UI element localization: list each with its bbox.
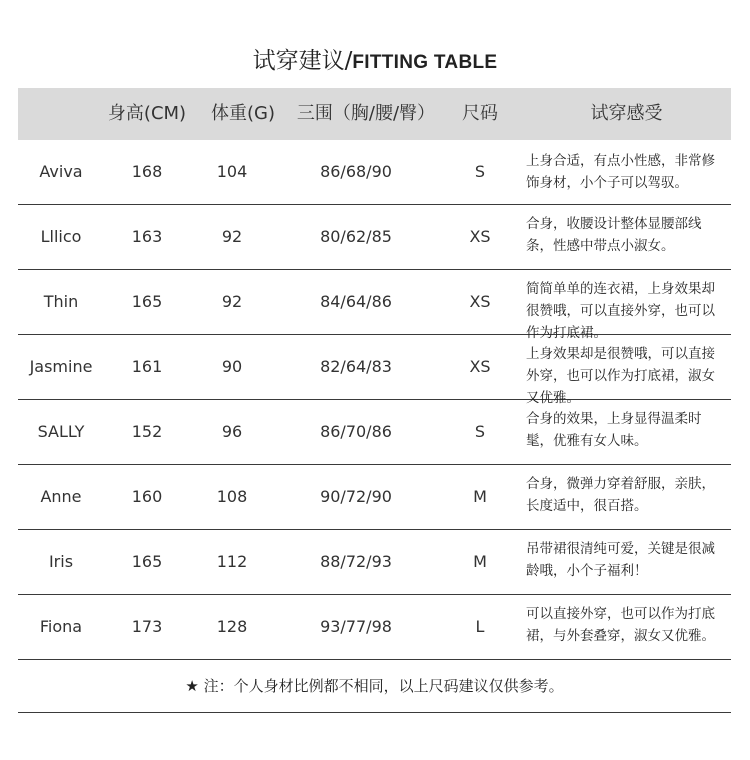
cell-size: M xyxy=(473,487,487,506)
cell-feedback: 吊带裙很清纯可爱，关键是很减龄哦，小个子福利！ xyxy=(526,541,715,579)
page-title xyxy=(0,44,750,80)
cell-name: Thin xyxy=(43,292,79,311)
cell-height: 152 xyxy=(131,422,163,441)
cell-measurements: 84/64/86 xyxy=(320,292,392,311)
cell-weight: 92 xyxy=(221,227,243,246)
table-row xyxy=(18,465,731,530)
cell-measurements: 86/68/90 xyxy=(320,162,392,181)
cell-feedback: 简简单单的连衣裙，上身效果却很赞哦，可以直接外穿，也可以作为打底裙。 xyxy=(526,281,715,341)
cell-size: S xyxy=(474,162,486,181)
cell-feedback: 合身的效果，上身显得温柔时髦，优雅有女人味。 xyxy=(526,411,702,449)
title-cn: 试穿建议/ xyxy=(252,48,353,74)
table-row xyxy=(18,400,731,465)
cell-height: 165 xyxy=(131,292,163,311)
header-measurements: 三围（胸/腰/臀） xyxy=(296,103,436,124)
cell-weight: 112 xyxy=(216,552,248,571)
header-height: 身高(CM) xyxy=(107,103,187,124)
cell-size: XS xyxy=(469,292,491,311)
cell-size: L xyxy=(475,617,485,636)
cell-feedback: 合身，收腰设计整体显腰部线条，性感中带点小淑女。 xyxy=(526,216,702,254)
header-feedback: 试穿感受 xyxy=(590,103,663,124)
cell-measurements: 86/70/86 xyxy=(320,422,392,441)
cell-measurements: 80/62/85 xyxy=(320,227,392,246)
cell-measurements: 93/77/98 xyxy=(320,617,392,636)
table-header xyxy=(18,88,731,140)
cell-size: XS xyxy=(469,357,491,376)
cell-size: S xyxy=(474,422,486,441)
header-name xyxy=(18,88,104,140)
size-disclaimer-note: ★ 注：个人身材比例都不相同，以上尺码建议仅供参考。 xyxy=(18,660,731,713)
cell-feedback: 上身效果却是很赞哦，可以直接外穿，也可以作为打底裙，淑女又优雅。 xyxy=(526,346,715,406)
cell-measurements: 82/64/83 xyxy=(320,357,392,376)
cell-height: 161 xyxy=(131,357,163,376)
cell-height: 173 xyxy=(131,617,163,636)
cell-weight: 90 xyxy=(221,357,243,376)
title-en: FITTING TABLE xyxy=(352,52,498,73)
cell-name: Iris xyxy=(48,552,74,571)
cell-name: Jasmine xyxy=(29,357,93,376)
cell-name: Aviva xyxy=(39,162,83,181)
cell-name: Lllico xyxy=(40,227,82,246)
cell-name: Anne xyxy=(40,487,82,506)
fitting-table xyxy=(18,88,731,713)
cell-weight: 128 xyxy=(216,617,248,636)
header-size: 尺码 xyxy=(462,103,498,124)
cell-feedback: 合身，微弹力穿着舒服，亲肤，长度适中，很百搭。 xyxy=(526,476,715,514)
cell-feedback: 上身合适，有点小性感，非常修饰身材，小个子可以驾驭。 xyxy=(526,153,715,191)
cell-weight: 104 xyxy=(216,162,248,181)
cell-measurements: 90/72/90 xyxy=(320,487,392,506)
cell-size: M xyxy=(473,552,487,571)
cell-size: XS xyxy=(469,227,491,246)
cell-weight: 108 xyxy=(216,487,248,506)
cell-name: SALLY xyxy=(37,422,85,441)
cell-height: 165 xyxy=(131,552,163,571)
table-row xyxy=(18,335,731,406)
cell-name: Fiona xyxy=(39,617,83,636)
cell-height: 163 xyxy=(131,227,163,246)
cell-weight: 96 xyxy=(221,422,243,441)
table-row xyxy=(18,205,731,270)
cell-feedback: 可以直接外穿，也可以作为打底裙，与外套叠穿，淑女又优雅。 xyxy=(526,606,715,644)
table-row xyxy=(18,270,731,341)
cell-height: 168 xyxy=(131,162,163,181)
table-row xyxy=(18,140,731,205)
header-weight: 体重(G) xyxy=(211,103,275,124)
cell-weight: 92 xyxy=(221,292,243,311)
cell-height: 160 xyxy=(131,487,163,506)
table-row xyxy=(18,530,731,595)
table-row xyxy=(18,595,731,660)
cell-measurements: 88/72/93 xyxy=(320,552,392,571)
